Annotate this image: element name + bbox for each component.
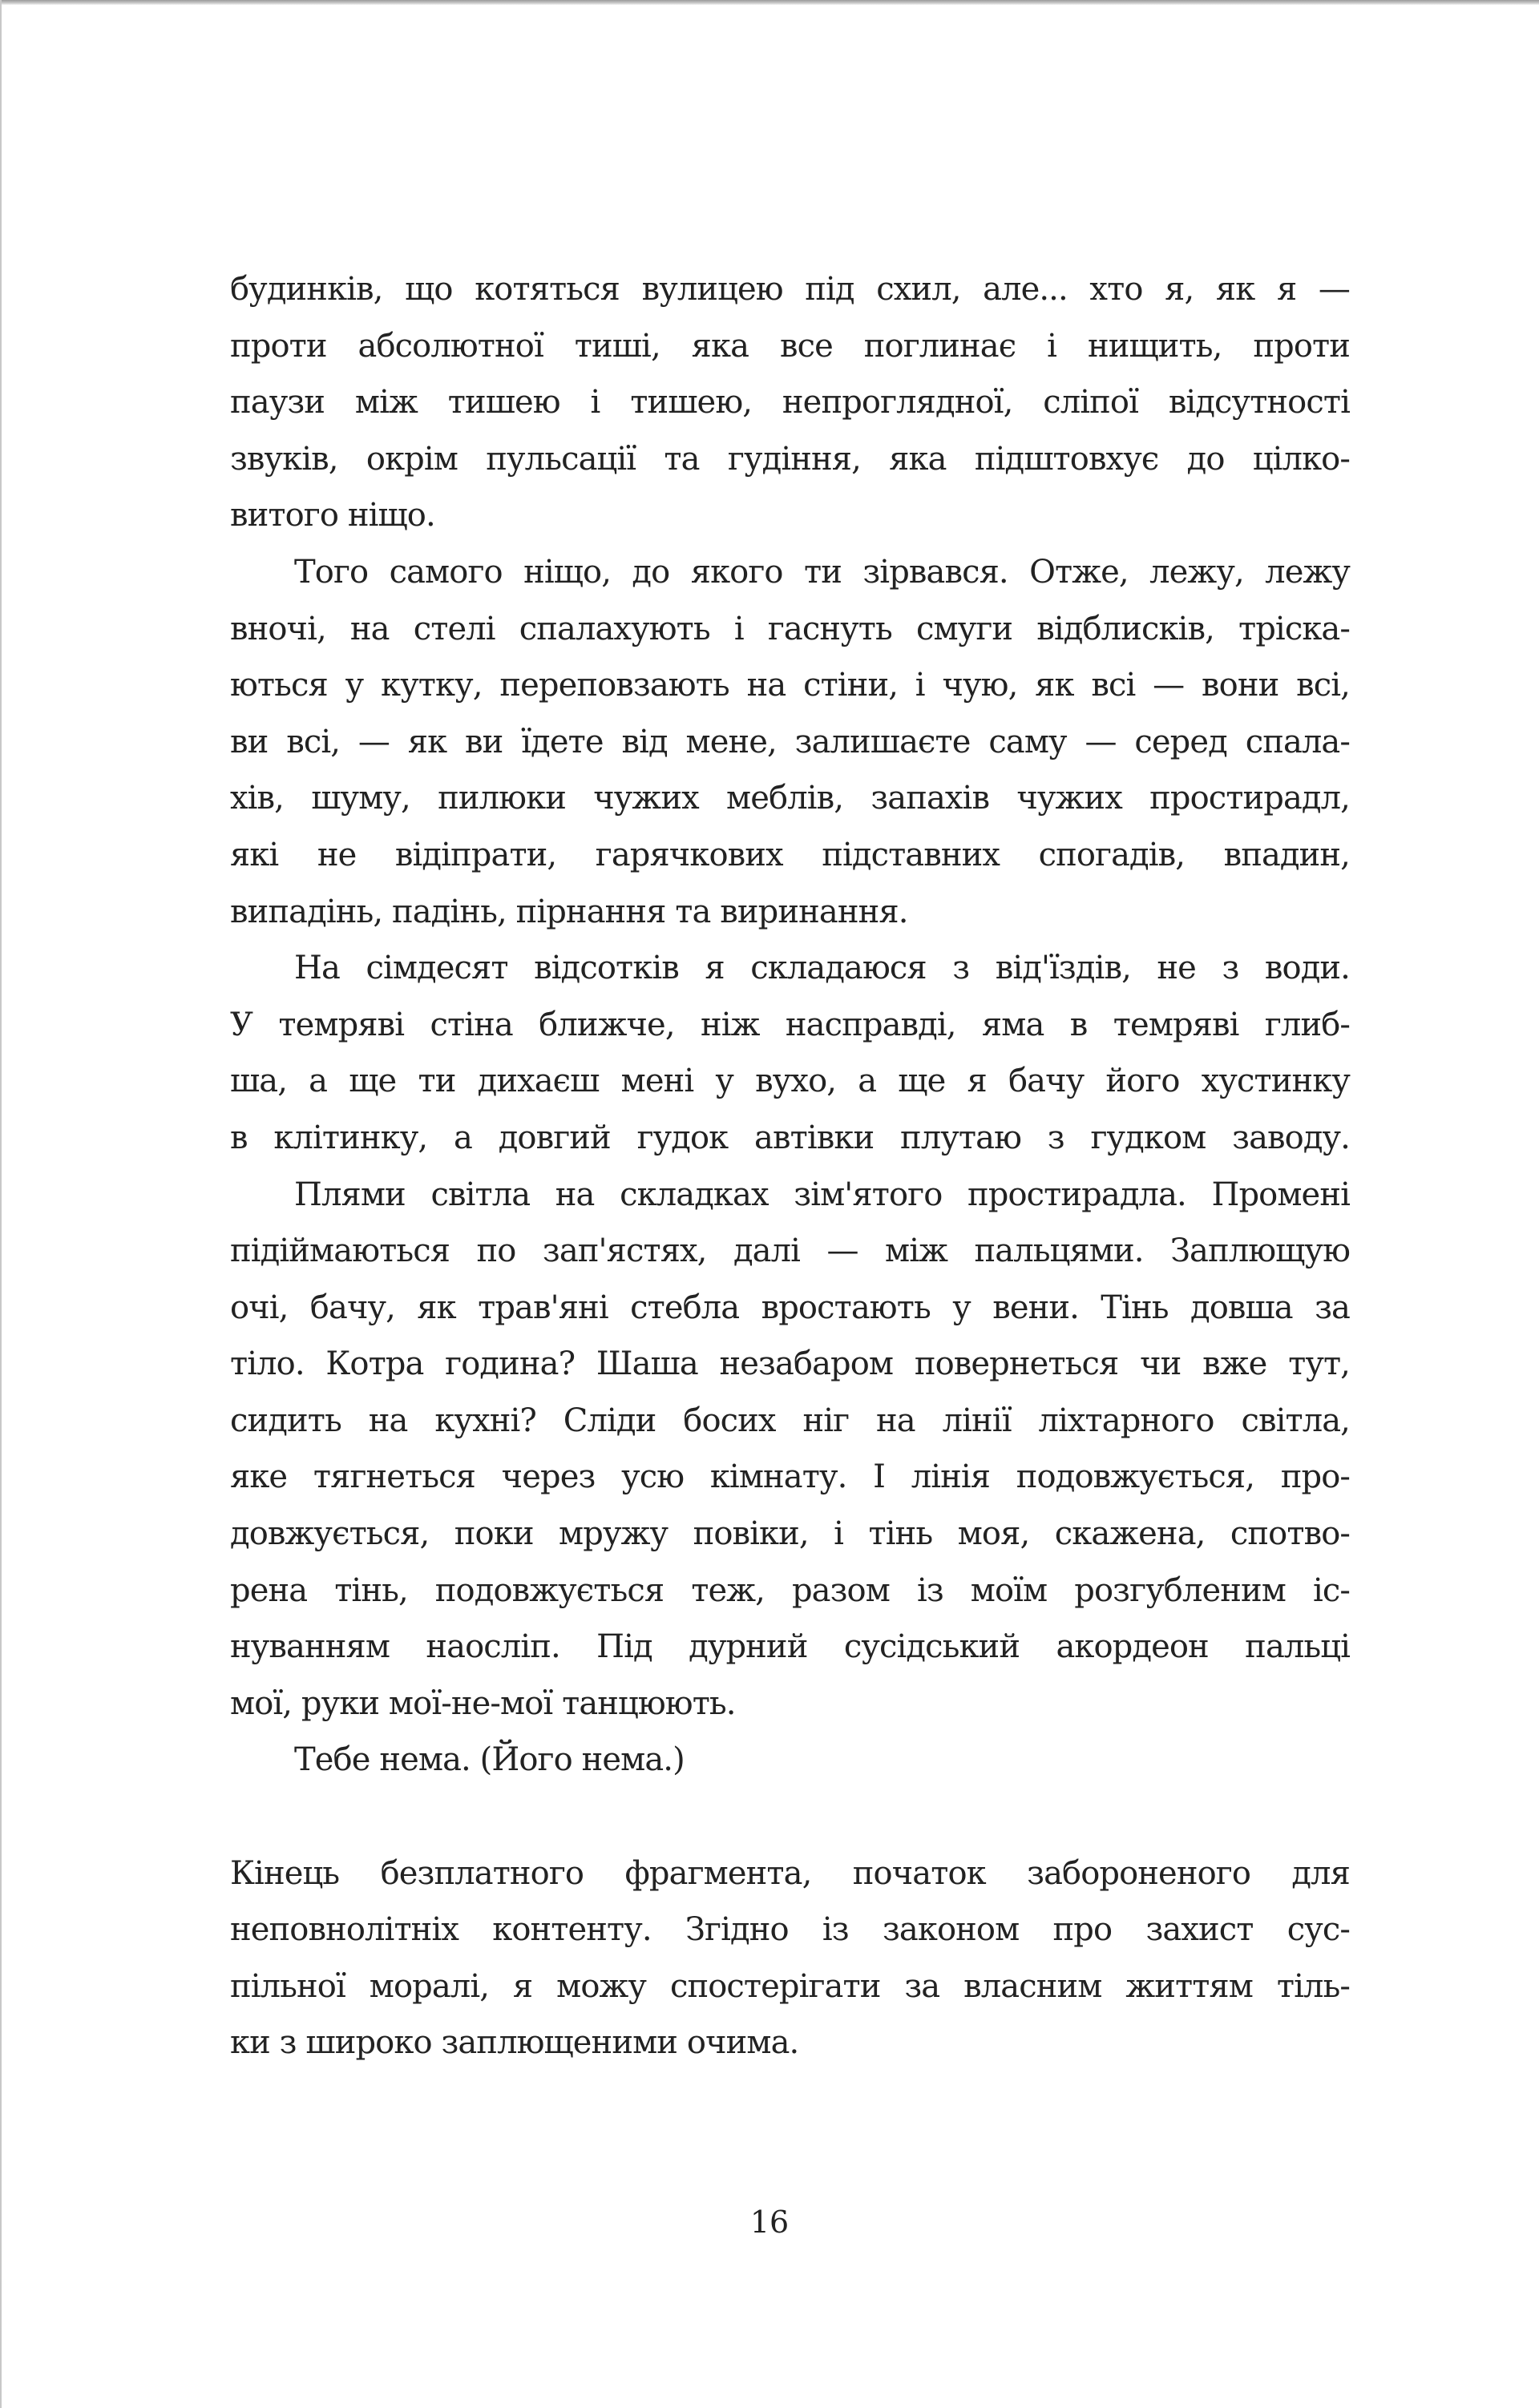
text-line: проти абсолютної тиші, яка все поглинає і нищить, проти — [230, 327, 1350, 365]
paragraph — [230, 1167, 1350, 1732]
text-line: Тебе нема. (Його нема.) — [294, 1741, 685, 1779]
text-line: Того самого ніщо, до якого ти зірвався. Отже, лежу, лежу — [294, 553, 1350, 591]
paragraph — [230, 1732, 1350, 1789]
paragraph — [230, 261, 1350, 544]
text-line: ша, а ще ти дихаєш мені у вухо, а ще я бачу його хустинку — [230, 1063, 1350, 1100]
text-line: будинків, що котяться вулицею під схил, але... хто я, як я — — [230, 271, 1350, 308]
text-line: рена тінь, подовжується теж, разом із моїм розгубленим іс- — [230, 1571, 1350, 1609]
text-line: які не відіпрати, гарячкових підставних спогадів, впадин, — [230, 836, 1350, 873]
paragraph-end-of-fragment — [230, 1845, 1350, 2071]
text-line: ки з широко заплющеними очима. — [230, 2024, 799, 2062]
text-line: У темряві стіна ближче, ніж насправді, яма в темряві глиб- — [230, 1006, 1350, 1043]
text-line: яке тягнеться через усю кімнату. І лінія подовжується, про- — [230, 1458, 1350, 1496]
book-page-text — [230, 261, 1350, 2071]
text-line: ються у кутку, переповзають на стіни, і чую, як всі — вони всі, — [230, 667, 1350, 704]
paragraph — [230, 544, 1350, 940]
text-line: хів, шуму, пилюки чужих меблів, запахів чужих простирадл, — [230, 780, 1350, 817]
text-line: паузи між тишею і тишею, непроглядної, сліпої відсутності — [230, 384, 1350, 422]
text-line: нуванням наосліп. Під дурний сусідський акордеон пальці — [230, 1628, 1350, 1666]
text-line: сидить на кухні? Сліди босих ніг на лінії ліхтарного світла, — [230, 1402, 1350, 1439]
text-line: Кінець безплатного фрагмента, початок забороненого для — [230, 1854, 1350, 1892]
text-line: підіймаються по зап'ястях, далі — між пальцями. Заплющую — [230, 1232, 1350, 1270]
text-line: неповнолітніх контенту. Згідно із законом про захист сус- — [230, 1911, 1350, 1949]
paragraph-spacer — [230, 1789, 1350, 1845]
text-line: звуків, окрім пульсації та гудіння, яка підштовхує до цілко- — [230, 440, 1350, 478]
text-line: очі, бачу, як трав'яні стебла вростають у вени. Тінь довша за — [230, 1289, 1350, 1326]
page-left-edge — [0, 0, 2, 2408]
text-line: мої, руки мої-не-мої танцюють. — [230, 1684, 736, 1722]
text-line: пільної моралі, я можу спостерігати за власним життям тіль- — [230, 1967, 1350, 2005]
text-line: довжується, поки мружу повіки, і тінь моя, скажена, спотво- — [230, 1515, 1350, 1553]
text-line: вночі, на стелі спалахують і гаснуть смуги відблисків, тріска- — [230, 610, 1350, 647]
page-number: 16 — [749, 2204, 790, 2240]
text-line: витого ніщо. — [230, 497, 435, 534]
text-line: ви всі, — як ви їдете від мене, залишаєте саму — серед спала- — [230, 723, 1350, 760]
text-line: випадінь, падінь, пірнання та виринання. — [230, 893, 908, 930]
text-line: Плями світла на складках зім'ятого простирадла. Промені — [294, 1176, 1350, 1213]
page-top-edge — [0, 0, 1539, 5]
paragraph — [230, 940, 1350, 1166]
text-line: в клітинку, а довгий гудок автівки плутаю з гудком заводу. — [230, 1119, 1350, 1156]
text-line: На сімдесят відсотків я складаюся з від'їздів, не з води. — [294, 950, 1350, 987]
text-line: тіло. Котра година? Шаша незабаром повернеться чи вже тут, — [230, 1345, 1350, 1383]
